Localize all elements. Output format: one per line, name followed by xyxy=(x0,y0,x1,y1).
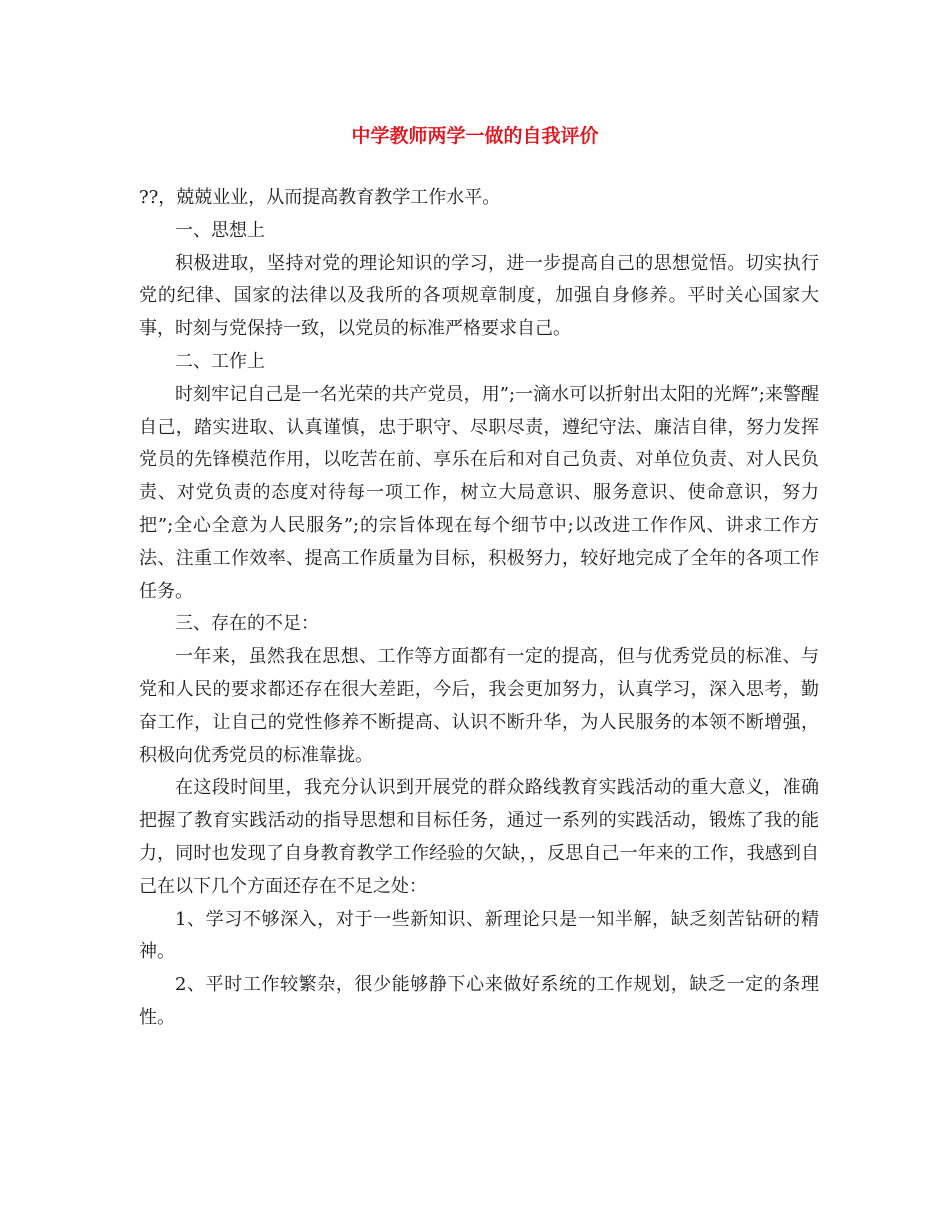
paragraph-year-review: 一年来，虽然我在思想、工作等方面都有一定的提高，但与优秀党员的标准、与党和人民的要求都还存在很大差距，今后，我会更加努力，认真学习，深入思考，勤奋工作，让自己的党性修养不断提高、认识不断升华，为人民服务的本领不断增强，积极向优秀党员的标准靠拢。 xyxy=(139,646,819,766)
section-heading-thought: 一、思想上 xyxy=(175,219,265,241)
document-body xyxy=(139,182,819,1035)
section-heading-shortcomings: 三、存在的不足： xyxy=(175,613,319,635)
paragraph-work: 时刻牢记自己是一名光荣的共产党员，用”;一滴水可以折射出太阳的光辉”;来警醒自己，踏实进取、认真谨慎，忠于职守、尽职尽责，遵纪守法、廉洁自律，努力发挥党员的先锋模范作用，以吃苦在前、享乐在后和对自己负责、对单位负责、对人民负责、对党负责的态度对待每一项工作，树立大局意识、服务意识、使命意识，努力把”;全心全意为人民服务”;的宗旨体现在每个细节中;以改进工作作风、讲求工作方法、注重工作效率、提高工作质量为目标，积极努力，较好地完成了全年的各项工作任务。 xyxy=(139,383,819,602)
document-title: 中学教师两学一做的自我评价 xyxy=(351,125,599,147)
paragraph-reflection: 在这段时间里，我充分认识到开展党的群众路线教育实践活动的重大意义，准确把握了教育实践活动的指导思想和目标任务，通过一系列的实践活动，锻炼了我的能力，同时也发现了自身教育教学工作经验的欠缺，，反思自己一年来的工作，我感到自己在以下几个方面还存在不足之处： xyxy=(139,777,819,897)
paragraph-intro: ??，兢兢业业，从而提高教育教学工作水平。 xyxy=(139,187,501,208)
section-heading-work: 二、工作上 xyxy=(175,350,265,372)
paragraph-thought: 积极进取，坚持对党的理论知识的学习，进一步提高自己的思想觉悟。切实执行党的纪律、国家的法律以及我所的各项规章制度，加强自身修养。平时关心国家大事，时刻与党保持一致，以党员的标准严格要求自己。 xyxy=(139,252,819,340)
list-item-2: 2、平时工作较繁杂，很少能够静下心来做好系统的工作规划，缺乏一定的条理性。 xyxy=(139,974,819,1028)
list-item-1: 1、学习不够深入，对于一些新知识、新理论只是一知半解，缺乏刻苦钻研的精神。 xyxy=(139,908,819,963)
